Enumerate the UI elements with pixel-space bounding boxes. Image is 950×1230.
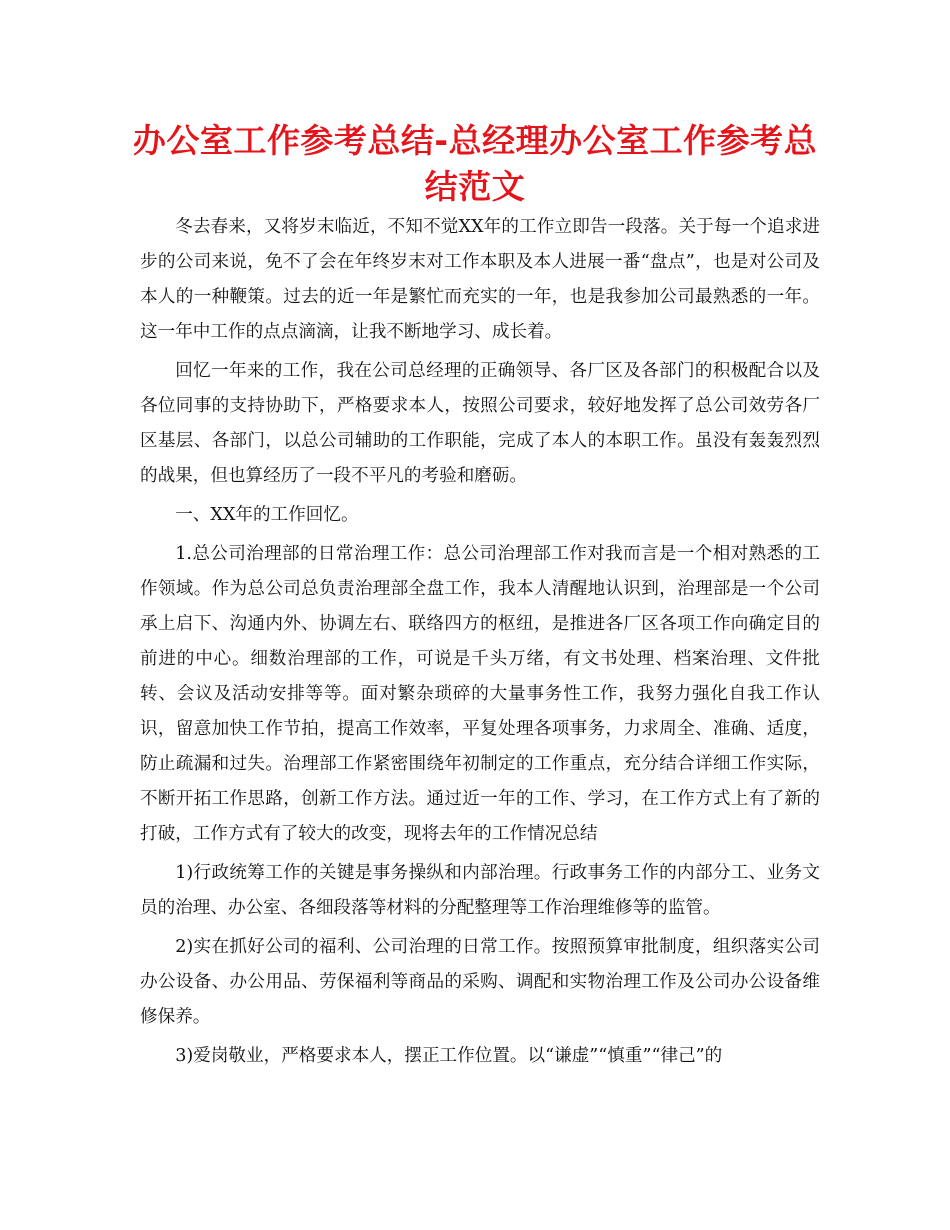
paragraph-item-1: 1)行政统筹工作的关键是事务操纵和内部治理。行政事务工作的内部分工、业务文员的治理、办公室、各细段落等材料的分配整理等工作治理维修等的监管。 [140,863,820,918]
paragraph-review: 回忆一年来的工作，我在公司总经理的正确领导、各厂区及各部门的积极配合以及各位同事的支持协助下，严格要求本人，按照公司要求，较好地发挥了总公司效劳各厂区基层、各部门，以总公司辅助的工作职能，完成了本人的本职工作。虽没有轰轰烈烈的战果，但也算经历了一段不平凡的考验和磨砺。 [140,361,820,486]
paragraph-item-3: 3)爱岗敬业，严格要求本人，摆正工作位置。以“谦虚”“慎重”“律己”的 [175,1046,723,1066]
paragraph-management: 1.总公司治理部的日常治理工作：总公司治理部工作对我而言是一个相对熟悉的工作领域。作为总公司总负责治理部全盘工作，我本人清醒地认识到，治理部是一个公司承上启下、沟通内外、协调左右、联络四方的枢纽，是推进各厂区各项工作向确定目的前进的中心。细数治理部的工作，可说是千头万绪，有文书处理、档案治理、文件批转、会议及活动安排等等。面对繁杂琐碎的大量事务性工作，我努力强化自我工作认识，留意加快工作节拍，提高工作效率，平复处理各项事务，力求周全、准确、适度，防止疏漏和过失。治理部工作紧密围绕年初制定的工作重点，充分结合详细工作实际，不断开拓工作思路，创新工作方法。通过近一年的工作、学习，在工作方式上有了新的打破，工作方式有了较大的改变，现将去年的工作情况总结 [140,544,820,844]
section-heading: 一、XX年的工作回忆。 [175,505,359,525]
paragraph-intro: 冬去春来，又将岁末临近，不知不觉XX年的工作立即告一段落。关于每一个追求进步的公司来说，免不了会在年终岁末对工作本职及本人进展一番“盘点”，也是对公司及本人的一种鞭策。过去的近一年是繁忙而充实的一年，也是我参加公司最熟悉的一年。这一年中工作的点点滴滴，让我不断地学习、成长着。 [140,217,820,342]
paragraph-item-2: 2)实在抓好公司的福利、公司治理的日常工作。按照预算审批制度，组织落实公司办公设备、办公用品、劳保福利等商品的采购、调配和实物治理工作及公司办公设备维修保养。 [140,937,820,1027]
document-body [140,210,820,1074]
document-title: 办公室工作参考总结-总经理办公室工作参考总结范文 [132,121,818,206]
